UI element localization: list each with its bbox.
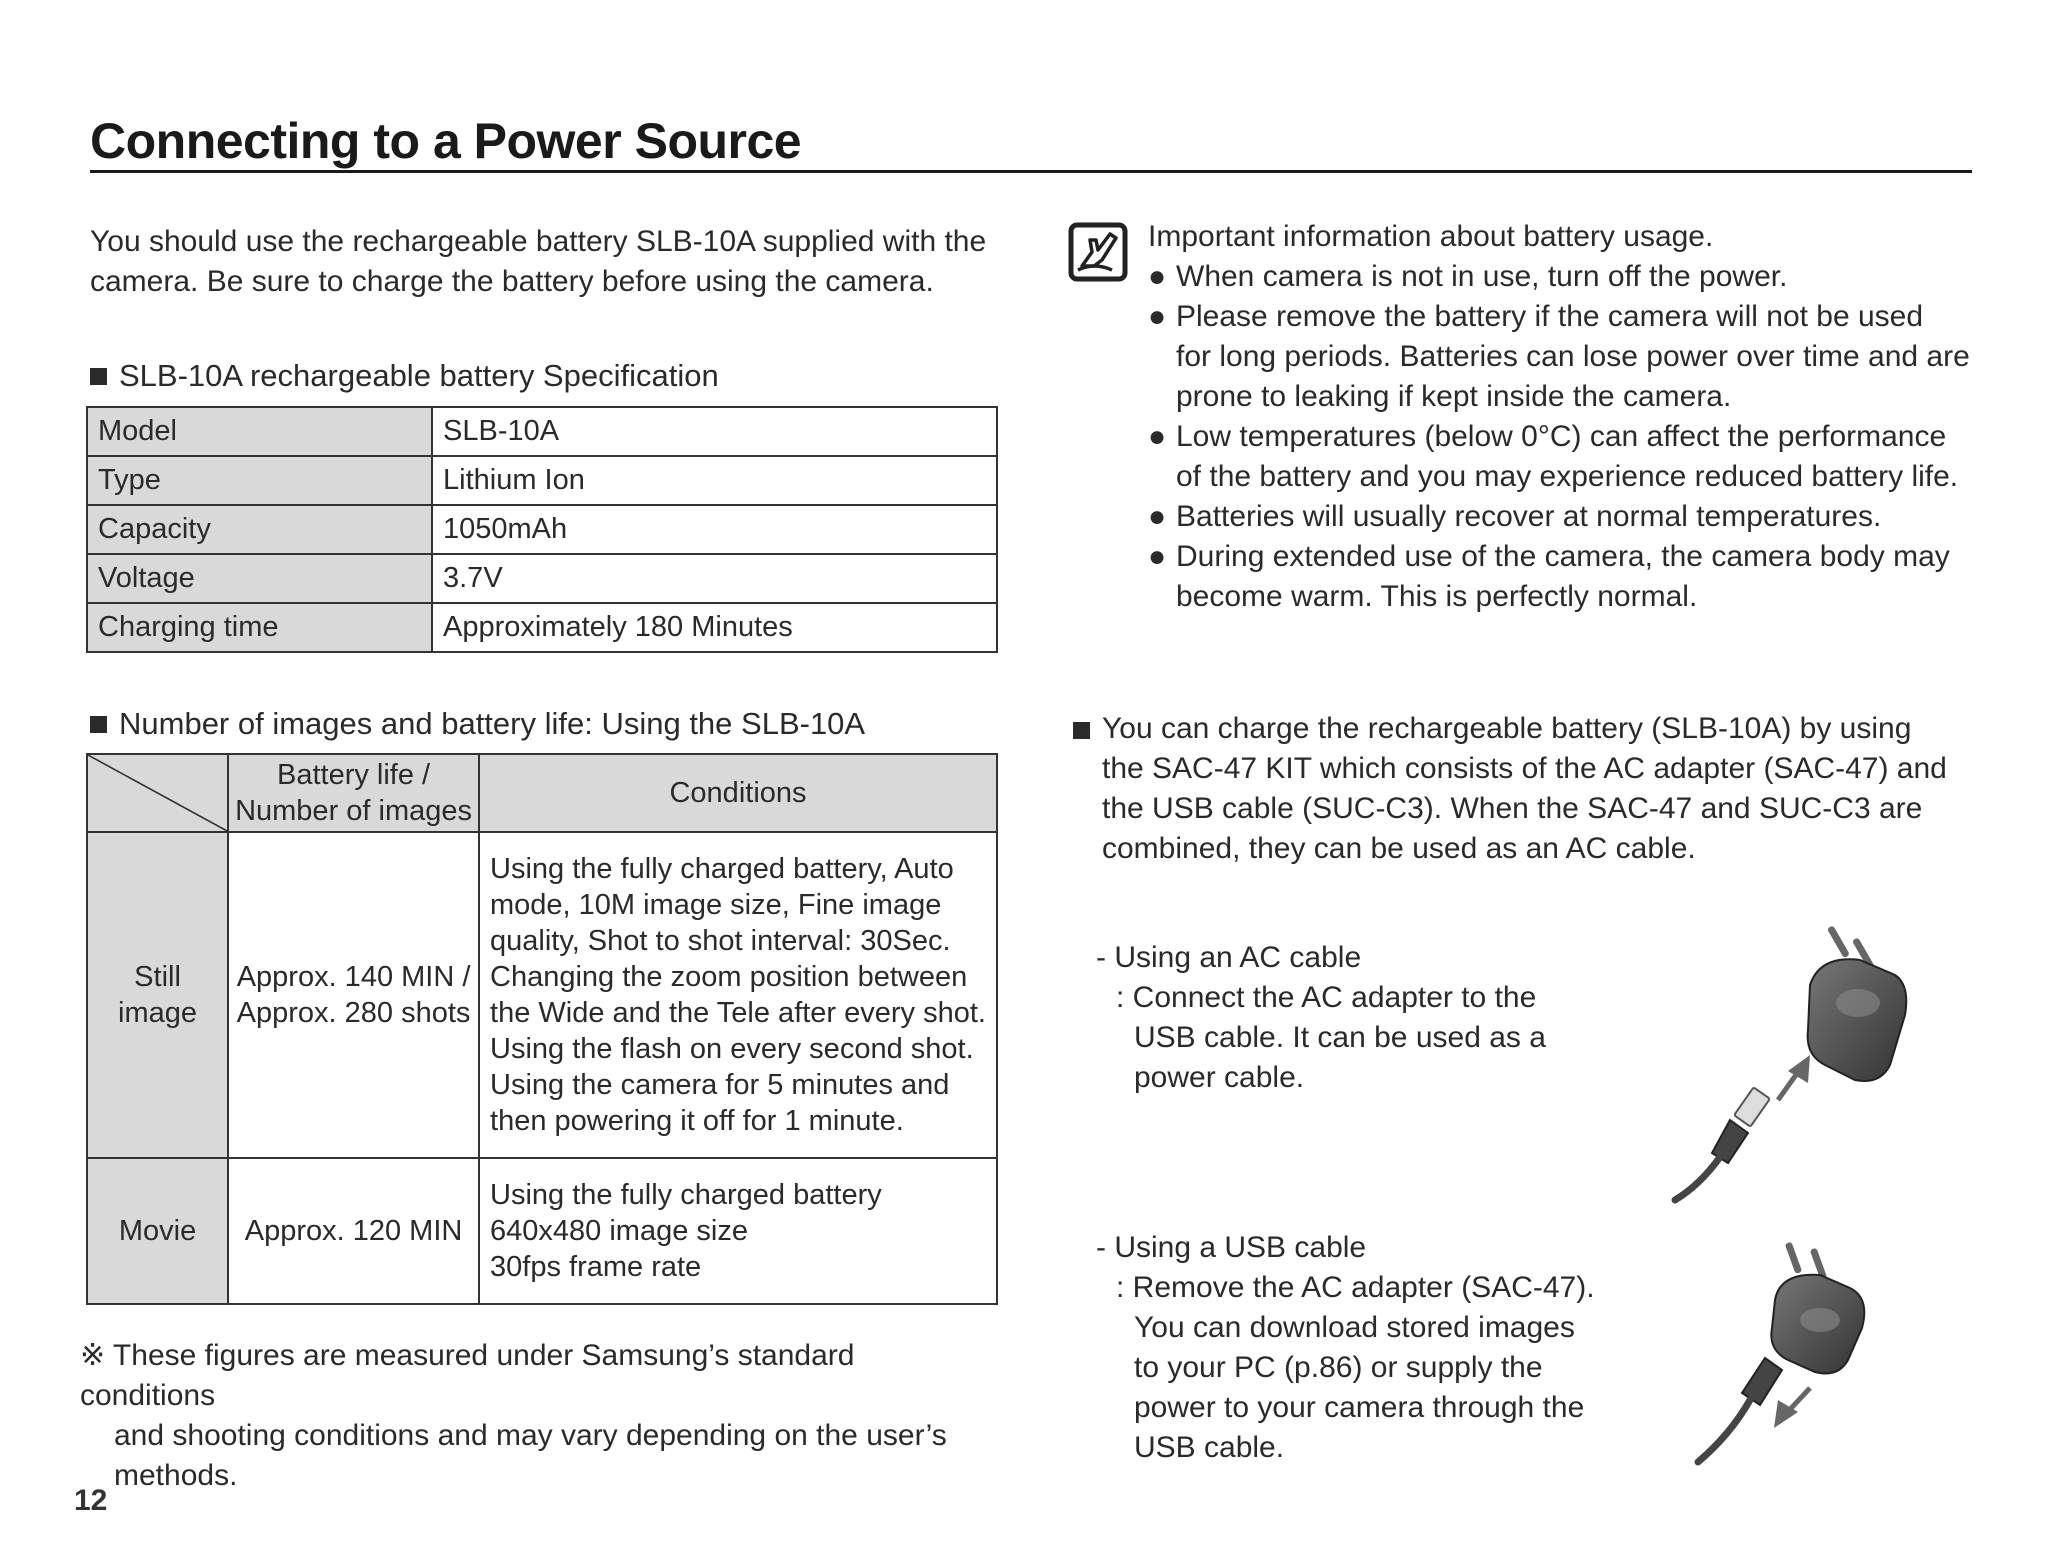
square-bullet-icon [1073,722,1090,739]
usb-cable-heading: - Using a USB cable [1096,1231,1367,1264]
condition-line: quality, Shot to shot interval: 30Sec. [490,925,951,957]
note-bullet-list [1148,257,1978,617]
spec-key: Model [87,407,432,456]
usb-line: You can download stored images [1134,1311,1575,1344]
charging-line: combined, they can be used as an AC cable. [1102,832,1696,865]
table-row [87,832,997,1158]
spec-value: Approximately 180 Minutes [432,603,997,652]
spec-key: Charging time [87,603,432,652]
condition-line: Changing the zoom position between [490,961,968,993]
condition-line: Using the flash on every second shot. [490,1033,974,1065]
charging-paragraph [1073,709,1973,869]
condition-line: the Wide and the Tele after every shot. [490,997,986,1029]
table-row [87,1158,997,1304]
spec-value: 3.7V [432,554,997,603]
note-icon [1068,222,1128,282]
spec-heading [90,358,719,394]
bullet-line: When camera is not in use, turn off the power. [1176,260,1788,293]
usb-line: USB cable. [1134,1431,1285,1464]
charging-text [1102,709,1947,869]
condition-line: 640x480 image size [490,1215,748,1247]
bullet-line: of the battery and you may experience reduced battery life. [1176,460,1959,493]
intro-line: camera. Be sure to charge the battery before using the camera. [90,265,934,298]
bullet-line: During extended use of the camera, the camera body may [1176,540,1950,573]
title-underline [90,170,1972,173]
bullet-line: Low temperatures (below 0°C) can affect the performance [1176,420,1947,453]
conditions-column-header: Conditions [479,754,997,832]
battery-life-heading [90,706,865,742]
condition-line: then powering it off for 1 minute. [490,1105,904,1137]
still-image-conditions [479,832,997,1158]
condition-line: 30fps frame rate [490,1251,702,1283]
bullet-dot-icon: ● [1148,500,1167,533]
ac-line: : Connect the AC adapter to the [1116,981,1537,1014]
footnote [80,1336,980,1496]
header-line: Number of images [235,795,473,827]
table-row [87,456,997,505]
intro-paragraph [90,222,990,302]
usb-cable-illustration [1670,1240,1910,1470]
footnote-line: methods. [114,1459,238,1492]
footnote-line: and shooting conditions and may vary depending on the user’s [114,1419,947,1452]
square-bullet-icon [90,368,107,385]
spec-value: SLB-10A [432,407,997,456]
spec-key: Capacity [87,505,432,554]
page-title: Connecting to a Power Source [90,113,802,169]
bullet-line: prone to leaking if kept inside the camera. [1176,380,1732,413]
bullet-dot-icon: ● [1148,540,1167,573]
usb-line: : Remove the AC adapter (SAC-47). [1116,1271,1595,1304]
table-row [87,505,997,554]
movie-conditions [479,1158,997,1304]
spec-value: Lithium Ion [432,456,997,505]
life-line: Approx. 280 shots [236,997,471,1029]
ac-cable-heading: - Using an AC cable [1096,941,1362,974]
condition-line: Using the fully charged battery, Auto [490,853,954,885]
page-number: 12 [74,1484,108,1517]
charging-line: the SAC-47 KIT which consists of the AC adapter (SAC-47) and [1102,752,1947,785]
spec-key: Voltage [87,554,432,603]
note-bullet [1148,417,1978,497]
square-bullet-icon [90,716,107,733]
ac-line: USB cable. It can be used as a [1134,1021,1546,1054]
note-bullet [1148,257,1978,297]
table-row [87,407,997,456]
note-bullet [1148,497,1978,537]
spec-heading-text: SLB-10A rechargeable battery Specification [119,358,719,393]
bullet-dot-icon: ● [1148,300,1167,333]
still-image-label: Still image [87,832,228,1158]
header-line: Battery life / [276,759,431,791]
movie-life: Approx. 120 MIN [228,1158,479,1304]
charging-line: You can charge the rechargeable battery (SLB-10A) by using [1102,712,1912,745]
usb-line: power to your camera through the [1134,1391,1585,1424]
ac-adapter-connect-illustration [1660,915,1920,1205]
ac-line: power cable. [1134,1061,1305,1094]
note-bullet [1148,537,1978,617]
footnote-line: ※ These figures are measured under Samsung’s standard conditions [80,1339,855,1412]
movie-label: Movie [87,1158,228,1304]
still-image-life [228,832,479,1158]
spec-key: Type [87,456,432,505]
bullet-dot-icon: ● [1148,260,1167,293]
bullet-line: become warm. This is perfectly normal. [1176,580,1698,613]
charging-line: the USB cable (SUC-C3). When the SAC-47 and SUC-C3 are [1102,792,1923,825]
intro-line: You should use the rechargeable battery SLB-10A supplied with the [90,225,987,258]
diagonal-line [88,755,227,831]
condition-line: Using the camera for 5 minutes and [490,1069,950,1101]
battery-life-column-header [228,754,479,832]
bullet-dot-icon: ● [1148,420,1167,453]
note-title: Important information about battery usage. [1148,220,1714,253]
battery-life-table [86,753,998,1305]
bullet-line: for long periods. Batteries can lose power over time and are [1176,340,1970,373]
condition-line: Using the fully charged battery [490,1179,882,1211]
bullet-line: Please remove the battery if the camera will not be used [1176,300,1924,333]
usb-cable-text [1116,1268,1616,1468]
note-bullet [1148,297,1978,417]
table-row [87,603,997,652]
bullet-line: Batteries will usually recover at normal temperatures. [1176,500,1882,533]
ac-cable-text [1116,978,1596,1098]
life-line: Approx. 140 MIN / [236,961,471,993]
condition-line: mode, 10M image size, Fine image [490,889,942,921]
spec-value: 1050mAh [432,505,997,554]
spec-table [86,406,998,653]
battery-life-heading-text: Number of images and battery life: Using the SLB-10A [119,706,866,741]
table-header-row [87,754,997,832]
table-row [87,554,997,603]
diagonal-corner-cell [87,754,228,832]
usb-line: to your PC (p.86) or supply the [1134,1351,1543,1384]
